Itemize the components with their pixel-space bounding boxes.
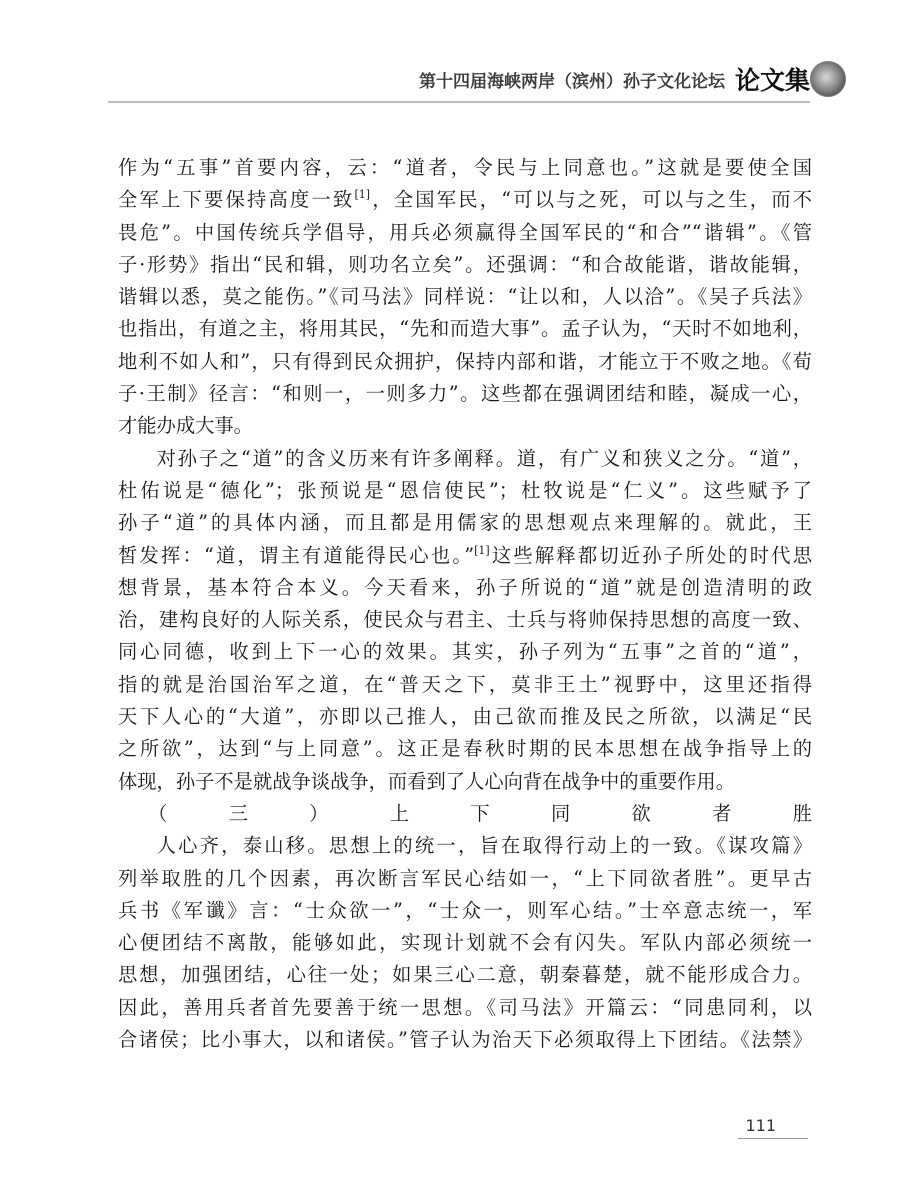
text-line: 因此，善用兵者首先要善于统一思想。《司马法》开篇云：“同患同利，以 <box>118 995 812 1019</box>
page-number: 111 <box>745 1116 776 1135</box>
body-text <box>118 152 812 1056</box>
text-line: 子·形势》指出“民和辑，则功名立矣”。还强调：“和合故能谐，谐故能辑， <box>118 252 812 276</box>
text-line: 天下人心的“大道”，亦即以己推人，由己欲而推及民之所欲，以满足“民 <box>118 705 812 729</box>
text-line: 思想，加强团结，心往一处；如果三心二意，朝秦暮楚，就不能形成合力。 <box>118 963 812 987</box>
text-line: 列举取胜的几个因素，再次断言军民心结如一，“上下同欲者胜”。更早古 <box>118 866 812 890</box>
header-divider <box>108 101 810 103</box>
text-line: 谐辑以悉，莫之能伤。”《司马法》同样说：“让以和，人以洽”。《吴子兵法》 <box>118 285 812 309</box>
text-line: 同心同德，收到上下一心的效果。其实，孙子列为“五事”之首的“道”， <box>118 640 812 664</box>
text-line: 才能办成大事。 <box>118 414 253 438</box>
text-line: 治，建构良好的人际关系，使民众与君主、士兵与将帅保持思想的高度一致、 <box>118 608 812 632</box>
text-line: 兵书《军谶》言：“士众欲一”，“士众一，则军心结。”士卒意志统一，军 <box>118 898 812 922</box>
citation-ref: [1] <box>474 543 490 557</box>
text-line: 皙发挥：“道，谓主有道能得民心也。”[1]这些解释都切近孙子所处的时代思 <box>118 543 813 567</box>
footer-divider <box>738 1138 808 1139</box>
section-heading: （三）上下同欲者胜 <box>148 801 812 825</box>
text-line: 指的就是治国治军之道，在“普天之下，莫非王土”视野中，这里还指得 <box>118 672 812 696</box>
text-line: 体现，孙子不是就战争谈战争，而看到了人心向背在战争中的重要作用。 <box>118 769 735 793</box>
text-line: 全军上下要保持高度一致[1]，全国军民，“可以与之死，可以与之生，而不 <box>118 188 813 212</box>
header-brand: 论文集 <box>734 66 810 95</box>
text-line: 人心齐，泰山移。思想上的统一，旨在取得行动上的一致。《谋攻篇》 <box>156 834 812 858</box>
text-line: 合诸侯；比小事大，以和诸侯。”管子认为治天下必须取得上下团结。《法禁》 <box>118 1028 812 1052</box>
circular-emblem-icon <box>810 61 846 97</box>
text-line: 地利不如人和”，只有得到民众拥护，保持内部和谐，才能立于不败之地。《荀 <box>118 349 812 373</box>
text-line: 心便团结不离散，能够如此，实现计划就不会有闪失。军队内部必须统一 <box>118 931 812 955</box>
text-line: 也指出，有道之主，将用其民，“先和而造大事”。孟子认为，“天时不如地利， <box>118 317 812 341</box>
running-header <box>419 62 810 96</box>
text-line: 对孙子之“道”的含义历来有许多阐释。道，有广义和狭义之分。“道”， <box>156 446 812 470</box>
citation-ref: [1] <box>354 188 371 202</box>
text-line: 杜佑说是“德化”；张预说是“恩信使民”；杜牧说是“仁义”。这些赋予了 <box>118 478 812 502</box>
text-line: 之所欲”，达到“与上同意”。这正是春秋时期的民本思想在战争指导上的 <box>118 737 812 761</box>
header-title: 第十四届海峡两岸（滨州）孙子文化论坛 <box>418 71 725 92</box>
text-line: 想背景，基本符合本义。今天看来，孙子所说的“道”就是创造清明的政 <box>118 575 812 599</box>
text-line: 畏危”。中国传统兵学倡导，用兵必须赢得全国军民的“和合”“谐辑”。《管 <box>118 220 812 244</box>
text-line: 作为“五事”首要内容，云：“道者，令民与上同意也。”这就是要使全国 <box>118 156 812 179</box>
text-line: 孙子“道”的具体内涵，而且都是用儒家的思想观点来理解的。就此，王 <box>118 511 812 535</box>
text-line: 子·王制》径言：“和则一，一则多力”。这些都在强调团结和睦，凝成一心， <box>118 382 812 406</box>
